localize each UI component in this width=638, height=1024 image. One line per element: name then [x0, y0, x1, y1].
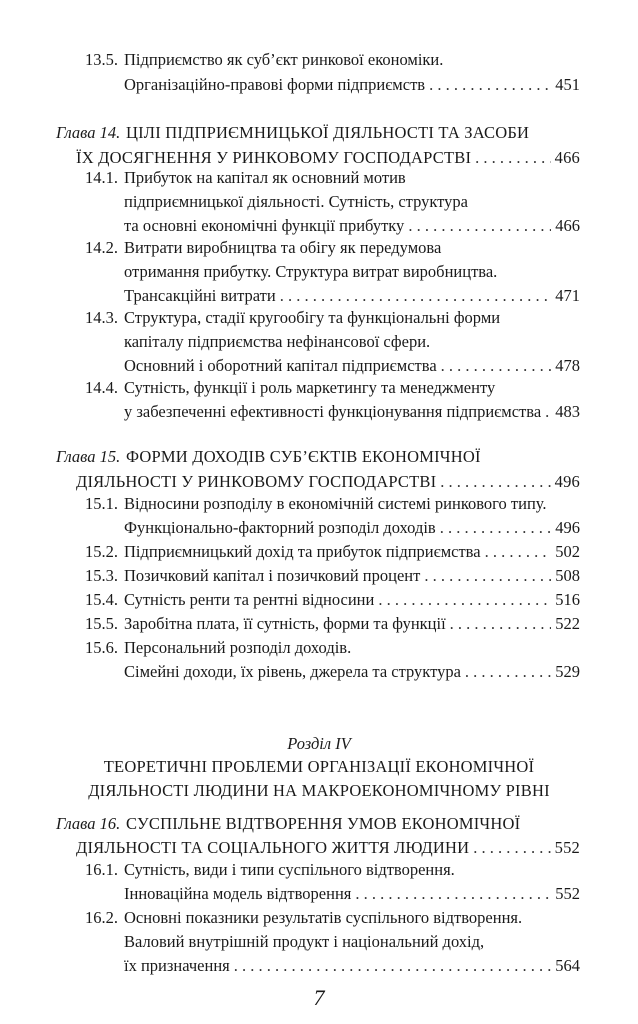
toc-entry-14-2 [0, 236, 638, 260]
entry-number: 16.2. [85, 908, 118, 927]
txt: капіталу підприємства нефінансової сфери. [124, 332, 431, 351]
page-number: 522 [555, 614, 580, 633]
entry-number: 15.2. [85, 542, 118, 561]
txt: Валовий внутрішній продукт і національний дохід, [124, 932, 485, 951]
toc-line [0, 954, 638, 978]
toc-line [0, 400, 638, 424]
page-number: 529 [555, 662, 580, 681]
txt: Позичковий капітал і позичковий процент . . . 508 [124, 564, 580, 588]
txt: Заробітна плата, її сутність, форми та функції . . . 522 [124, 612, 580, 636]
section-label: Розділ IV [287, 734, 351, 753]
txt: Сутність, функції і роль маркетингу та менеджменту [124, 378, 496, 397]
toc-line [0, 516, 638, 540]
page-number: 466 [555, 216, 580, 235]
toc-line [0, 190, 638, 214]
chapter-15-heading [0, 445, 638, 469]
page-number: 552 [555, 884, 580, 903]
folio-page-number: 7 [313, 985, 325, 1010]
page-number: 508 [555, 566, 580, 585]
txt: та основні економічні функції прибутку . . . 466 [124, 214, 580, 238]
toc-entry-15-1 [0, 492, 638, 516]
chapter-label: Глава 16. [56, 814, 121, 833]
txt: Інноваційна модель відтворення . . . 552 [124, 882, 580, 906]
page-number: 552 [554, 838, 580, 857]
txt: Трансакційні витрати . . . 471 [124, 284, 580, 308]
toc-line [0, 214, 638, 238]
page-number: 502 [555, 542, 580, 561]
txt: Структура, стадії кругообігу та функціональні форми [124, 308, 501, 327]
txt: Прибуток на капітал як основний мотив [124, 168, 406, 187]
entry-number: 15.5. [85, 614, 118, 633]
entry-number: 14.3. [85, 308, 118, 327]
page-number: 466 [554, 148, 580, 167]
chapter-16-heading [0, 812, 638, 836]
page-number: 564 [555, 956, 580, 975]
txt: їх призначення . . . 564 [124, 954, 580, 978]
chapter-14-heading [0, 121, 638, 145]
toc-line [0, 284, 638, 308]
toc-entry-16-2 [0, 906, 638, 930]
toc-entry-15-3 [0, 564, 638, 588]
txt: ДІЯЛЬНОСТІ ТА СОЦІАЛЬНОГО ЖИТТЯ ЛЮДИНИ . . . 552 [76, 836, 580, 860]
page-number: 516 [555, 590, 580, 609]
toc-entry-15-4 [0, 588, 638, 612]
txt: Основні показники результатів суспільного відтворення. [124, 908, 523, 927]
toc-line [0, 882, 638, 906]
txt: Підприємницький дохід та прибуток підприємства . . . 502 [124, 540, 580, 564]
toc-line [0, 930, 638, 954]
section-title-line: ДІЯЛЬНОСТІ ЛЮДИНИ НА МАКРОЕКОНОМІЧНОМУ РІВНІ [88, 781, 550, 800]
toc-line [0, 836, 638, 860]
entry-number: 15.1. [85, 494, 118, 513]
toc-entry-13-5 [0, 48, 638, 72]
txt: Сімейні доходи, їх рівень, джерела та структура . . . 529 [124, 660, 580, 684]
entry-number: 15.4. [85, 590, 118, 609]
entry-number: 14.1. [85, 168, 118, 187]
txt: Відносини розподілу в економічній системі ринкового типу. [124, 494, 547, 513]
page-number: 471 [555, 286, 580, 305]
page-number: 451 [555, 75, 580, 94]
toc-line [0, 470, 638, 494]
toc-entry-15-5 [0, 612, 638, 636]
toc-line [0, 354, 638, 378]
txt: Основний і оборотний капітал підприємства . . . 478 [124, 354, 580, 378]
txt: отримання прибутку. Структура витрат виробництва. [124, 262, 498, 281]
toc-entry-15-6 [0, 636, 638, 660]
entry-number: 14.4. [85, 378, 118, 397]
txt: ДІЯЛЬНОСТІ У РИНКОВОМУ ГОСПОДАРСТВІ . . . 496 [76, 470, 580, 494]
txt: СУСПІЛЬНЕ ВІДТВОРЕННЯ УМОВ ЕКОНОМІЧНОЇ [126, 814, 521, 833]
page-number: 496 [554, 472, 580, 491]
txt: Функціонально-факторний розподіл доходів . . . 496 [124, 516, 580, 540]
txt: Сутність, види і типи суспільного відтворення. [124, 860, 455, 879]
section-title-line: ТЕОРЕТИЧНІ ПРОБЛЕМИ ОРГАНІЗАЦІЇ ЕКОНОМІЧНОЇ [103, 757, 535, 776]
chapter-label: Глава 15. [56, 447, 121, 466]
chapter-title-line: ЦІЛІ ПІДПРИЄМНИЦЬКОЇ ДІЯЛЬНОСТІ ТА ЗАСОБИ [126, 123, 530, 142]
toc-line [0, 73, 638, 97]
toc-entry-14-3 [0, 306, 638, 330]
chapter-title-line-last: ЇХ ДОСЯГНЕННЯ У РИНКОВОМУ ГОСПОДАРСТВІ . . . 466 [76, 146, 580, 170]
toc-line [0, 660, 638, 684]
chapter-label: Глава 14. [56, 123, 121, 142]
txt: Витрати виробництва та обігу як передумова [124, 238, 442, 257]
txt: підприємницької діяльності. Сутність, структура [124, 192, 468, 211]
entry-number: 15.6. [85, 638, 118, 657]
entry-number: 15.3. [85, 566, 118, 585]
entry-line-last: Організаційно-правові форми підприємств . . . 451 [124, 73, 580, 97]
toc-entry-15-2 [0, 540, 638, 564]
toc-entry-14-1 [0, 166, 638, 190]
txt: ФОРМИ ДОХОДІВ СУБ’ЄКТІВ ЕКОНОМІЧНОЇ [126, 447, 481, 466]
toc-line [0, 330, 638, 354]
entry-line: Підприємство як суб’єкт ринкової економіки. [124, 50, 444, 69]
page-number: 478 [555, 356, 580, 375]
txt: Персональний розподіл доходів. [124, 638, 352, 657]
txt: Сутність ренти та рентні відносини . . . 516 [124, 588, 580, 612]
entry-number: 16.1. [85, 860, 118, 879]
page-number: 496 [555, 518, 580, 537]
entry-number: 13.5. [85, 50, 118, 69]
toc-line [0, 260, 638, 284]
txt: у забезпеченні ефективності функціонування підприємства . . . 483 [124, 400, 580, 424]
toc-entry-14-4 [0, 376, 638, 400]
entry-number: 14.2. [85, 238, 118, 257]
toc-entry-16-1 [0, 858, 638, 882]
page-number: 483 [555, 402, 580, 421]
